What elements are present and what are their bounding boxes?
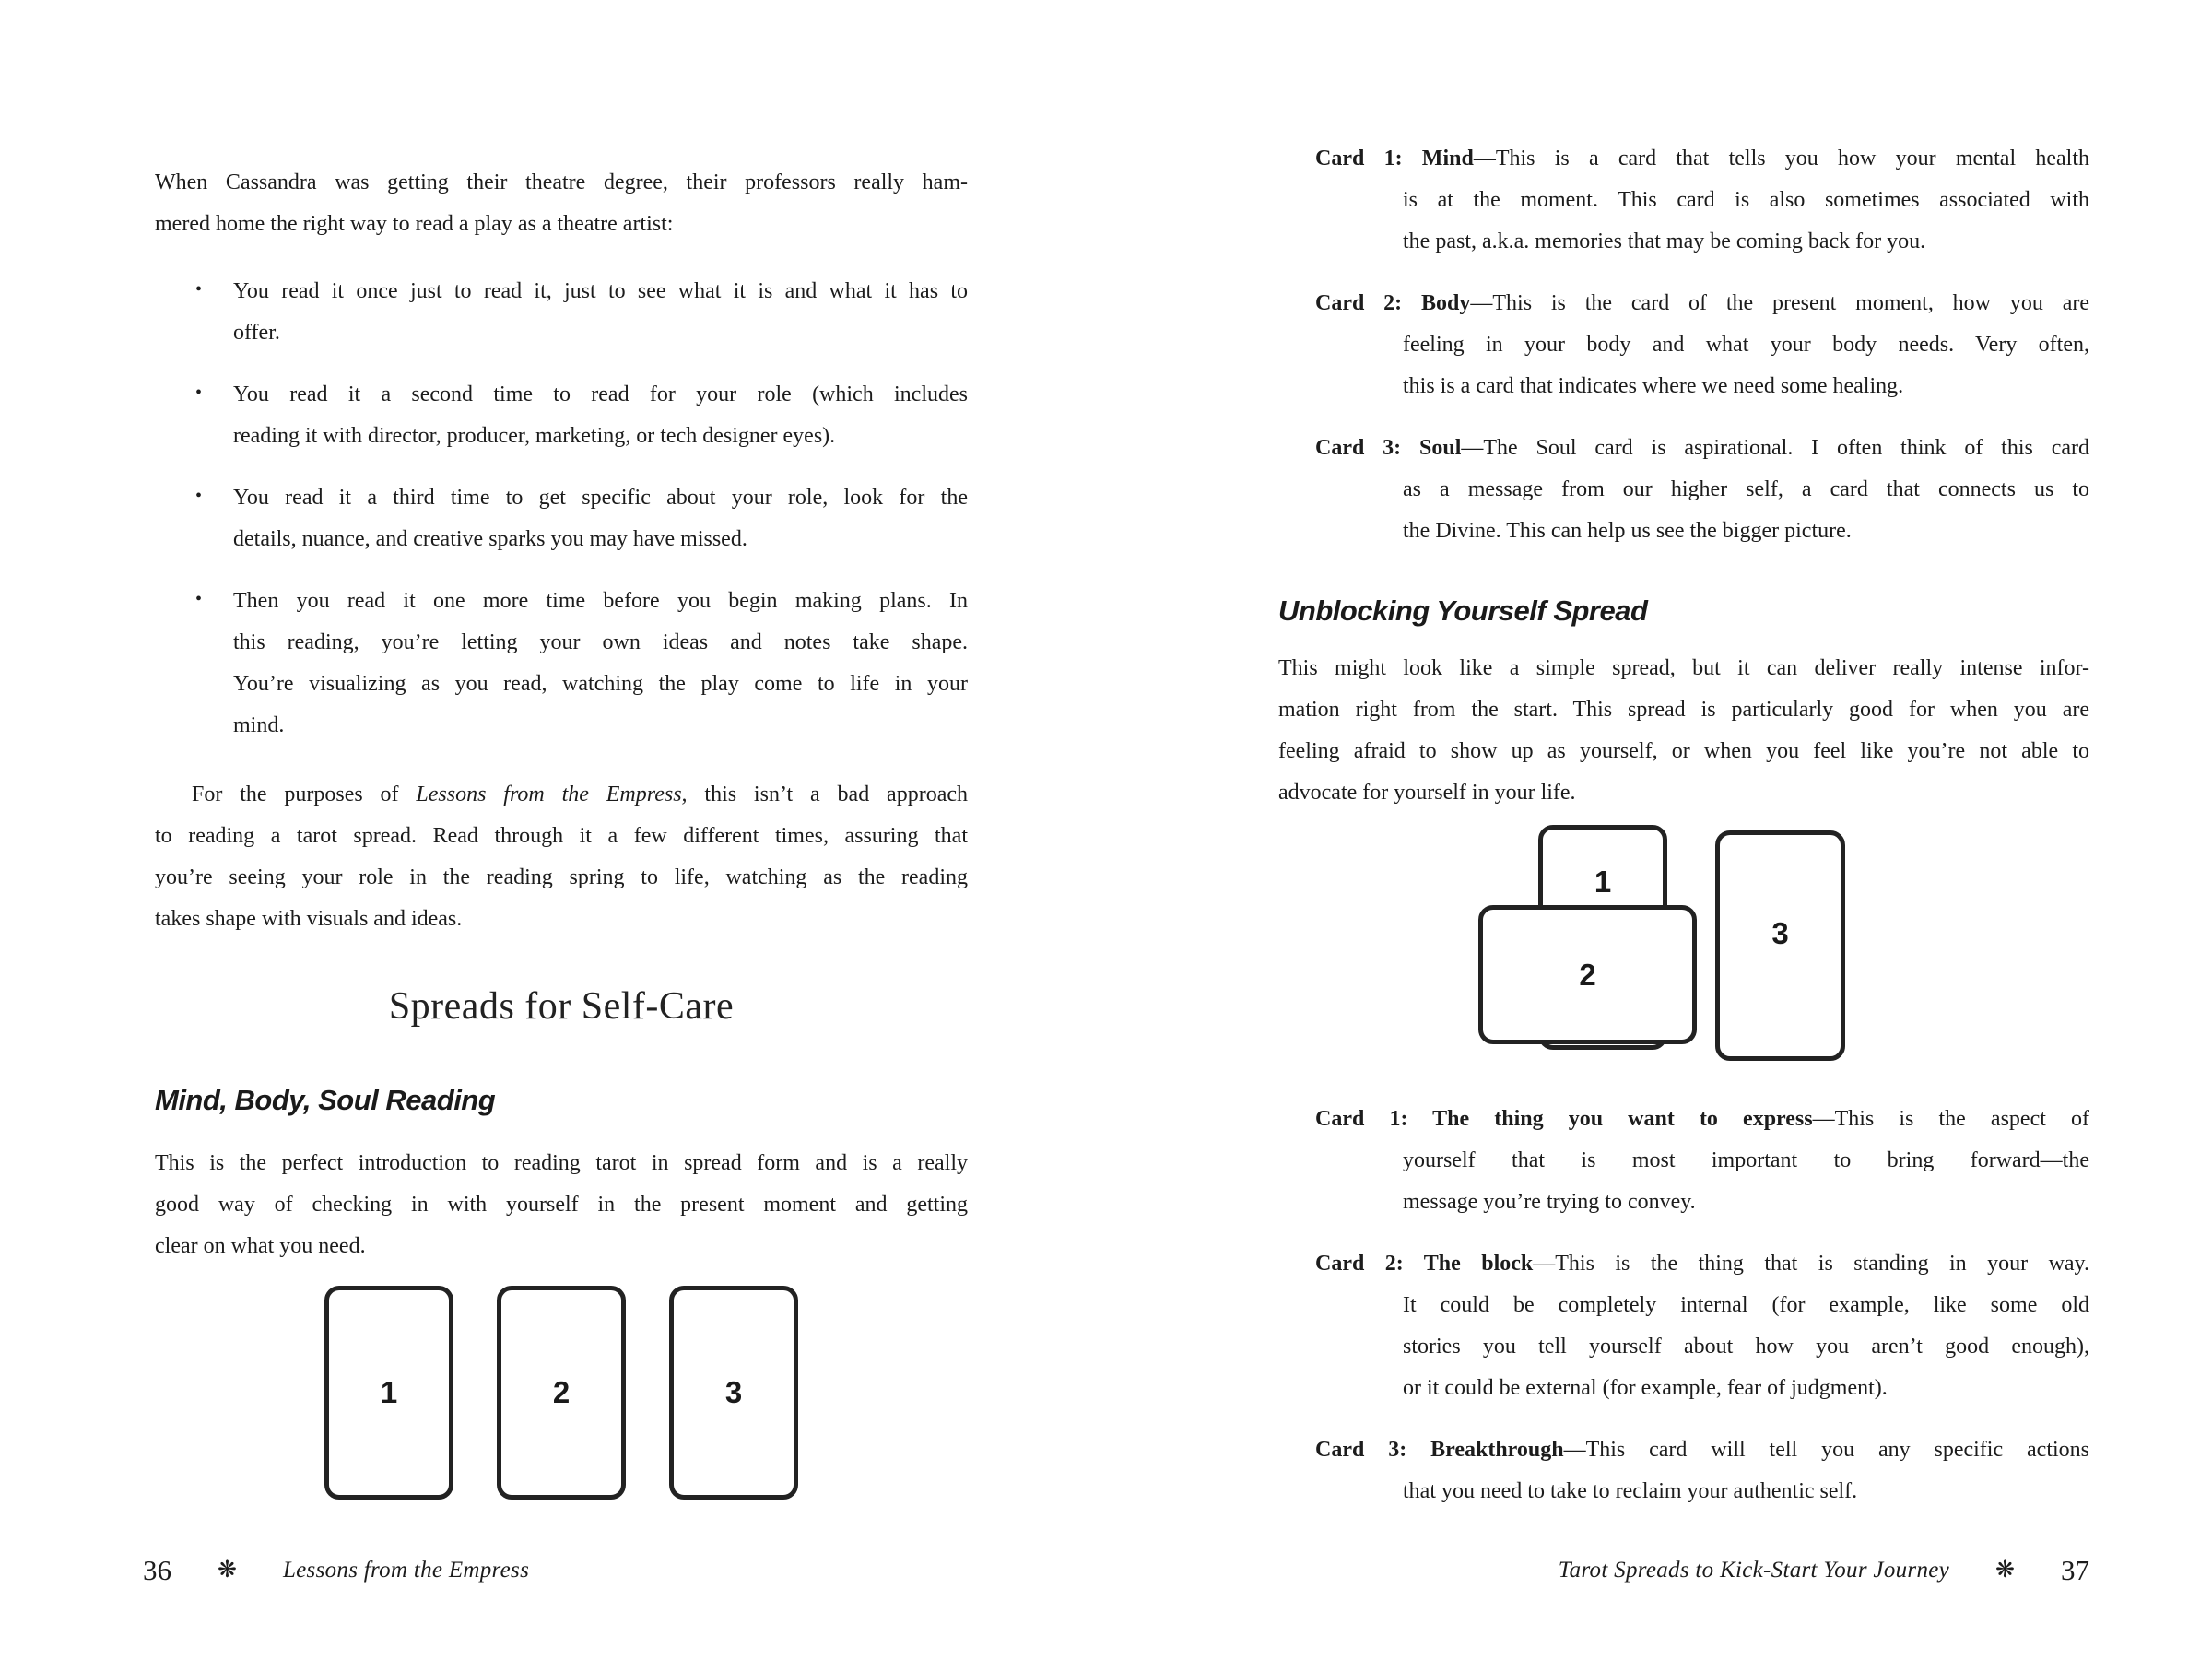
empress-paragraph (155, 774, 968, 940)
bullet-marker-icon: • (195, 279, 203, 300)
text-line: When Cassandra was getting their theatre degree, their professors really ham- (155, 171, 968, 194)
list-item (155, 477, 968, 560)
text-line: offer. (233, 321, 280, 345)
section-heading: Spreads for Self-Care (388, 985, 735, 1028)
definition-line: Card 3: Breakthrough—This card will tell you any specific actions (1315, 1438, 2089, 1462)
card-definition (1278, 1243, 2089, 1409)
chapter-title: Tarot Spreads to Kick-Start Your Journey (1558, 1558, 1950, 1583)
text-line: feeling afraid to show up as yourself, or when you feel like you’re not able to (1278, 739, 2089, 763)
card-definition-label: Card 1: Mind (1315, 147, 1474, 171)
definition-line: Card 2: The block—This is the thing that is standing in your way. (1315, 1252, 2089, 1276)
card-number: 1 (380, 1375, 398, 1409)
card-number: 3 (724, 1375, 743, 1409)
card-definition-label: Card 1: The thing you want to express (1315, 1107, 1813, 1131)
text-line: This might look like a simple spread, but it can deliver really intense infor- (1278, 656, 2089, 680)
card-definition-label: Card 3: Soul (1315, 436, 1462, 460)
definition-line: Card 1: The thing you want to express—This is the aspect of (1315, 1107, 2089, 1131)
card-definition (1278, 1430, 2089, 1512)
card-number: 2 (552, 1375, 571, 1409)
text-line: You read it a third time to get specific about your role, look for the (233, 486, 968, 510)
text-line: reading it with director, producer, marketing, or tech designer eyes). (233, 424, 836, 448)
text-line: stories you tell yourself about how you aren’t good enough), (1403, 1335, 2089, 1359)
text-line: as a message from our higher self, a card that connects us to (1403, 477, 2089, 501)
text-line: the Divine. This can help us see the bigger picture. (1403, 519, 1852, 543)
list-item (155, 581, 968, 747)
definition-line: Card 1: Mind—This is a card that tells you how your mental health (1315, 147, 2089, 171)
left-text-column (155, 162, 968, 1500)
bullet-marker-icon: • (195, 382, 203, 403)
text-line: that you need to take to reclaim your authentic self. (1403, 1479, 1858, 1503)
mind-body-soul-spread-diagram (155, 1286, 968, 1500)
reading-steps-list (155, 271, 968, 747)
list-item (155, 271, 968, 354)
intro-paragraph (155, 162, 968, 245)
definition-line: Card 3: Soul—The Soul card is aspirational. I often think of this card (1315, 436, 2089, 460)
flower-ornament-icon: ❋ (218, 1558, 237, 1583)
definition-continuation (1403, 1140, 2089, 1223)
text-line: You’re visualizing as you read, watching the play come to life in your (233, 672, 968, 696)
tarot-card-2 (497, 1286, 626, 1500)
spread-subheading: Mind, Body, Soul Reading (155, 1084, 496, 1116)
tarot-card-2 (1478, 905, 1697, 1044)
card-definitions-top (1278, 138, 2089, 552)
definition-line: Card 2: Body—This is the card of the present moment, how you are (1315, 291, 2089, 315)
definition-continuation (1403, 1471, 2089, 1512)
text-line: clear on what you need. (155, 1234, 366, 1258)
text-line: message you’re trying to convey. (1403, 1190, 1696, 1214)
list-item-text (233, 581, 968, 747)
bullet-marker-icon: • (195, 486, 203, 506)
card-definition (1278, 428, 2089, 552)
paragraph-continuation (155, 816, 968, 940)
page-number: 37 (2061, 1554, 2089, 1586)
card-definition (1278, 283, 2089, 407)
definition-continuation (1403, 324, 2089, 407)
card-definition-label: Card 2: Body (1315, 291, 1471, 315)
tarot-card-3 (1715, 830, 1845, 1061)
definition-continuation (1403, 469, 2089, 552)
definition-continuation (1403, 180, 2089, 263)
page-right (1106, 0, 2212, 1659)
text-line: Then you read it one more time before you begin making plans. In (233, 589, 968, 613)
text-line: this is a card that indicates where we need some healing. (1403, 374, 1904, 398)
text-line: you’re seeing your role in the reading spring to life, watching as the reading (155, 865, 968, 889)
text-line: You read it once just to read it, just to see what it is and what it has to (233, 279, 968, 303)
text-line: mered home the right way to read a play as a theatre artist: (155, 212, 674, 236)
bullet-marker-icon: • (195, 589, 203, 609)
text-line: details, nuance, and creative sparks you may have missed. (233, 527, 747, 551)
text-line: takes shape with visuals and ideas. (155, 907, 463, 931)
text-line: this reading, you’re letting your own ideas and notes take shape. (233, 630, 968, 654)
card-definition (1278, 138, 2089, 263)
list-item-text (233, 477, 968, 560)
text-line: You read it a second time to read for your role (which includes (233, 382, 968, 406)
list-item (155, 374, 968, 457)
unblocking-spread-diagram (1278, 825, 2089, 1069)
text-line: yourself that is most important to bring forward—the (1403, 1148, 2089, 1172)
card-definition-label: Card 3: Breakthrough (1315, 1438, 1564, 1462)
card-definition-label: Card 2: The block (1315, 1252, 1534, 1276)
definition-continuation (1403, 1285, 2089, 1409)
page-number: 36 (143, 1554, 171, 1586)
text-line: This is the perfect introduction to reading tarot in spread form and is a really (155, 1151, 968, 1175)
text-line: advocate for yourself in your life. (1278, 781, 1576, 805)
flower-ornament-icon: ❋ (1995, 1558, 2015, 1583)
text-line: the past, a.k.a. memories that may be coming back for you. (1403, 229, 1926, 253)
left-page-footer (143, 1554, 529, 1587)
tarot-card-1 (324, 1286, 453, 1500)
text-line: is at the moment. This card is also sometimes associated with (1403, 188, 2089, 212)
unblocking-intro-paragraph (1278, 648, 2089, 814)
paragraph-line: For the purposes of Lessons from the Empress, this isn’t a bad approach (192, 782, 968, 806)
list-item-text (233, 271, 968, 354)
text-line: to reading a tarot spread. Read through it a few different times, assuring that (155, 824, 968, 848)
tarot-card-3 (669, 1286, 798, 1500)
book-title: Lessons from the Empress (282, 1558, 530, 1583)
card-definition (1278, 1099, 2089, 1223)
card-number: 1 (1594, 865, 1612, 899)
card-number: 2 (1579, 957, 1596, 992)
card-definitions-bottom (1278, 1099, 2089, 1512)
right-page-footer (1559, 1554, 2089, 1587)
mbs-intro-paragraph (155, 1143, 968, 1267)
text-line: good way of checking in with yourself in the present moment and getting (155, 1193, 968, 1217)
text-line: or it could be external (for example, fear of judgment). (1403, 1376, 1888, 1400)
text-line: mind. (233, 713, 285, 737)
list-item-text (233, 374, 968, 457)
book-title-inline: Lessons from the Empress, (416, 782, 688, 806)
card-number: 3 (1771, 916, 1789, 950)
text-line: mation right from the start. This spread is particularly good for when you are (1278, 698, 2089, 722)
spread-subheading: Unblocking Yourself Spread (1278, 594, 1648, 627)
text-line: feeling in your body and what your body needs. Very often, (1403, 333, 2089, 357)
text-line: It could be completely internal (for example, like some old (1403, 1293, 2089, 1317)
right-text-column (1278, 138, 2089, 1512)
